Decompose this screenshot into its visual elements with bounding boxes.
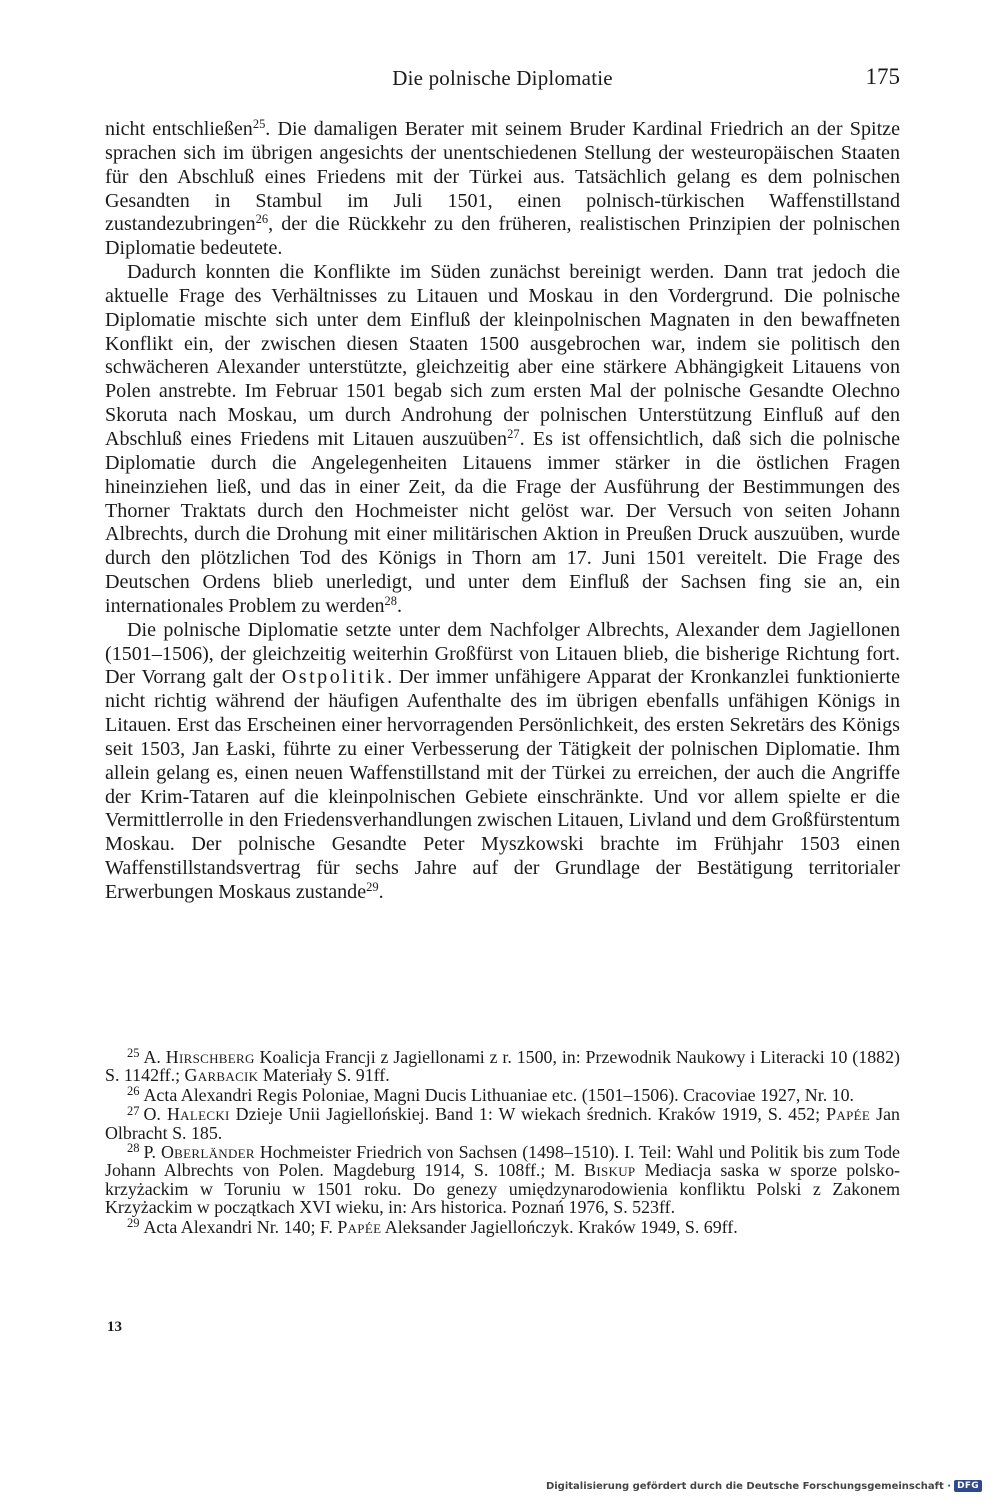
text-run: Mediacja saska w sporze polsko-krzyżackim w Toruniu w 1501 roku. Do genezy umiędzynarodowienia konfliktu Polski z Zakonem Krzyżackim w początkach XVI wieku, in: Ars historica. Poznań 1976, S. 523ff. (105, 1160, 900, 1218)
author-name: Garbacik (184, 1065, 259, 1086)
footnote-ref-28[interactable]: 28 (384, 594, 397, 609)
footnote-ref-26[interactable]: 26 (255, 212, 269, 227)
footnote-number: 29 (127, 1216, 140, 1231)
text-run: Jan Olbracht S. 185. (105, 1104, 900, 1143)
text-run: Dzieje Unii Jagiellońskiej. Band 1: W wiekach średnich. Kraków 1919, S. 452; (229, 1104, 827, 1125)
text-run: Hochmeister Friedrich von Sachsen (1498–1510). I. Teil: Wahl und Politik bis zum Tode Johann Albrechts von Polen. Magdeburg 1914, S. 108ff.; M. (105, 1142, 900, 1181)
paragraph-3 (105, 619, 900, 905)
footnote-28 (105, 1143, 900, 1217)
text-run: . Der immer unfähigere Apparat der Kronkanzlei funktionierte nicht richtig während der häufigen Aufenthalte des im übrigen ebenfalls unfähigen Königs in Litauen. Erst das Erscheinen einer hervorragenden Persönlichkeit, des ersten Sekretärs des Königs seit 1503, Jan Łaski, führte zu einer Verbesserung der Tätigkeit der polnischen Diplomatie. Ihm allein gelang es, einen neuen Waffenstillstand mit der Türkei zu erreichen, der auch die Angriffe der Krim-Tataren auf die kleinpolnischen Gebiete einschränkte. Und vor allem spielte er die Vermittlerrolle in den Friedensverhandlungen zwischen Litauen, Livland und dem Großfürstentum Moskau. Der polnische Gesandte Peter Myszkowski brachte im Frühjahr 1503 einen Waffenstillstandsvertrag für sechs Jahre auf der Grundlage der Bestätigung territorialer Erwerbungen Moskaus zustande (105, 666, 900, 903)
text-run: A. (143, 1047, 166, 1067)
text-run: , der die Rückkehr zu den früheren, realistischen Prinzipien der polnischen Diplomatie bedeutete. (105, 213, 900, 260)
text-run: O. (143, 1104, 167, 1125)
footnote-27 (105, 1105, 900, 1142)
footnote-ref-27[interactable]: 27 (507, 427, 520, 442)
footnote-29 (105, 1218, 900, 1236)
text-run: . Es ist offensichtlich, daß sich die polnische Diplomatie durch die Angelegenheiten Litauens immer stärker in die östlichen Fragen hineinziehen ließ, und das in einer Zeit, da die Frage der Ausführung der Bestimmungen des Thorner Traktats durch den Hochmeister nicht gelöst war. Der Versuch von seiten Johann Albrechts, durch die Drohung mit einer militärischen Aktion in Preußen Druck auszuüben, wurde durch den plötzlichen Tod des Königs in Thorn am 17. Juni 1501 vereitelt. Die Frage des Deutschen Ordens blieb unerledigt, und unter dem Einfluß der Sachsen fing sie an, ein internationales Problem zu werden (105, 427, 900, 617)
running-title: Die polnische Diplomatie (392, 66, 613, 90)
printer-signature: 13 (107, 1319, 122, 1335)
text-run: Dadurch konnten die Konflikte im Süden zunächst bereinigt werden. Dann trat jedoch die aktuelle Frage des Verhältnisses zu Litauen und Moskau in den Vordergrund. Die polnische Diplomatie mischte sich unter dem Einfluß der kleinpolnischen Magnaten in den bewaffneten Konflikt ein, der zwischen diesen Staaten 1500 ausgebrochen war, indem sie politisch den schwächeren Alexander unterstützte, gleichzeitig aber eine stärkere Abhängigkeit Litauens von Polen anstrebte. Im Februar 1501 begab sich zum ersten Mal der polnische Gesandte Olechno Skoruta nach Moskau, um durch Androhung der polnischen Unterstützung Einfluß auf den Abschluß eines Friedens mit Litauen auszuüben (105, 261, 900, 450)
text-run: . (378, 881, 384, 903)
footnote-number: 26 (127, 1084, 140, 1099)
author-name: Oberländer (160, 1142, 255, 1163)
text-run: Materiały S. 91ff. (258, 1065, 390, 1086)
author-name: Biskup (584, 1160, 636, 1181)
footnote-ref-29[interactable]: 29 (366, 880, 379, 895)
text-run: nicht entschließen (105, 118, 253, 140)
author-name: Papée (826, 1104, 871, 1125)
paragraph-1 (105, 118, 900, 261)
body-text (105, 118, 900, 905)
running-header (105, 66, 900, 96)
footnote-number: 25 (127, 1046, 140, 1061)
dfg-logo-icon: DFG (954, 1480, 982, 1492)
footer-text: Digitalisierung gefördert durch die Deutsche Forschungsgemeinschaft · (545, 1480, 952, 1492)
text-run: Acta Alexandri Regis Poloniae, Magni Ducis Lithuaniae etc. (1501–1506). Cracoviae 1927, Nr. 10. (143, 1084, 855, 1105)
footnote-26 (105, 1086, 900, 1104)
author-name: Halecki (166, 1104, 230, 1125)
text-run: . Die damaligen Berater mit seinem Bruder Kardinal Friedrich an der Spitze sprachen sich im übrigen angesichts der unentschiedenen Stellung der westeuropäischen Staaten für den Abschluß eines Friedens mit der Türkei aus. Tatsächlich gelang es dem polnischen Gesandten in Stambul im Juli 1501, einen polnisch-türkischen Waffenstillstand zustandezubringen (105, 118, 900, 236)
footnotes (105, 1048, 900, 1237)
author-name: Hirschberg (165, 1047, 255, 1067)
emphasis-spaced: Ostpolitik (281, 666, 388, 689)
author-name: Papée (337, 1216, 382, 1237)
footnote-25 (105, 1048, 900, 1085)
text-run: Acta Alexandri Nr. 140; F. (143, 1216, 338, 1237)
text-run: Die polnische Diplomatie setzte unter dem Nachfolger Albrechts, Alexander dem Jagiellonen (1501–1506), der gleichzeitig weiterhin Großfürst von Litauen blieb, die bisherige Richtung fort. Der Vorrang galt der (105, 618, 900, 689)
text-run: . (397, 594, 403, 617)
page-number: 175 (865, 64, 900, 89)
digitization-footer (546, 1477, 982, 1495)
text-run: Aleksander Jagiellończyk. Kraków 1949, S. 69ff. (381, 1216, 738, 1237)
footnote-number: 28 (127, 1141, 140, 1156)
footnote-ref-25[interactable]: 25 (252, 117, 266, 132)
paragraph-2 (105, 261, 900, 619)
text-run: P. (143, 1142, 161, 1163)
text-run: Koalicja Francji z Jagiellonami z r. 1500, in: Przewodnik Naukowy i Literacki 10 (1882) S. 1142ff.; (105, 1047, 901, 1086)
footnote-number: 27 (127, 1103, 140, 1118)
